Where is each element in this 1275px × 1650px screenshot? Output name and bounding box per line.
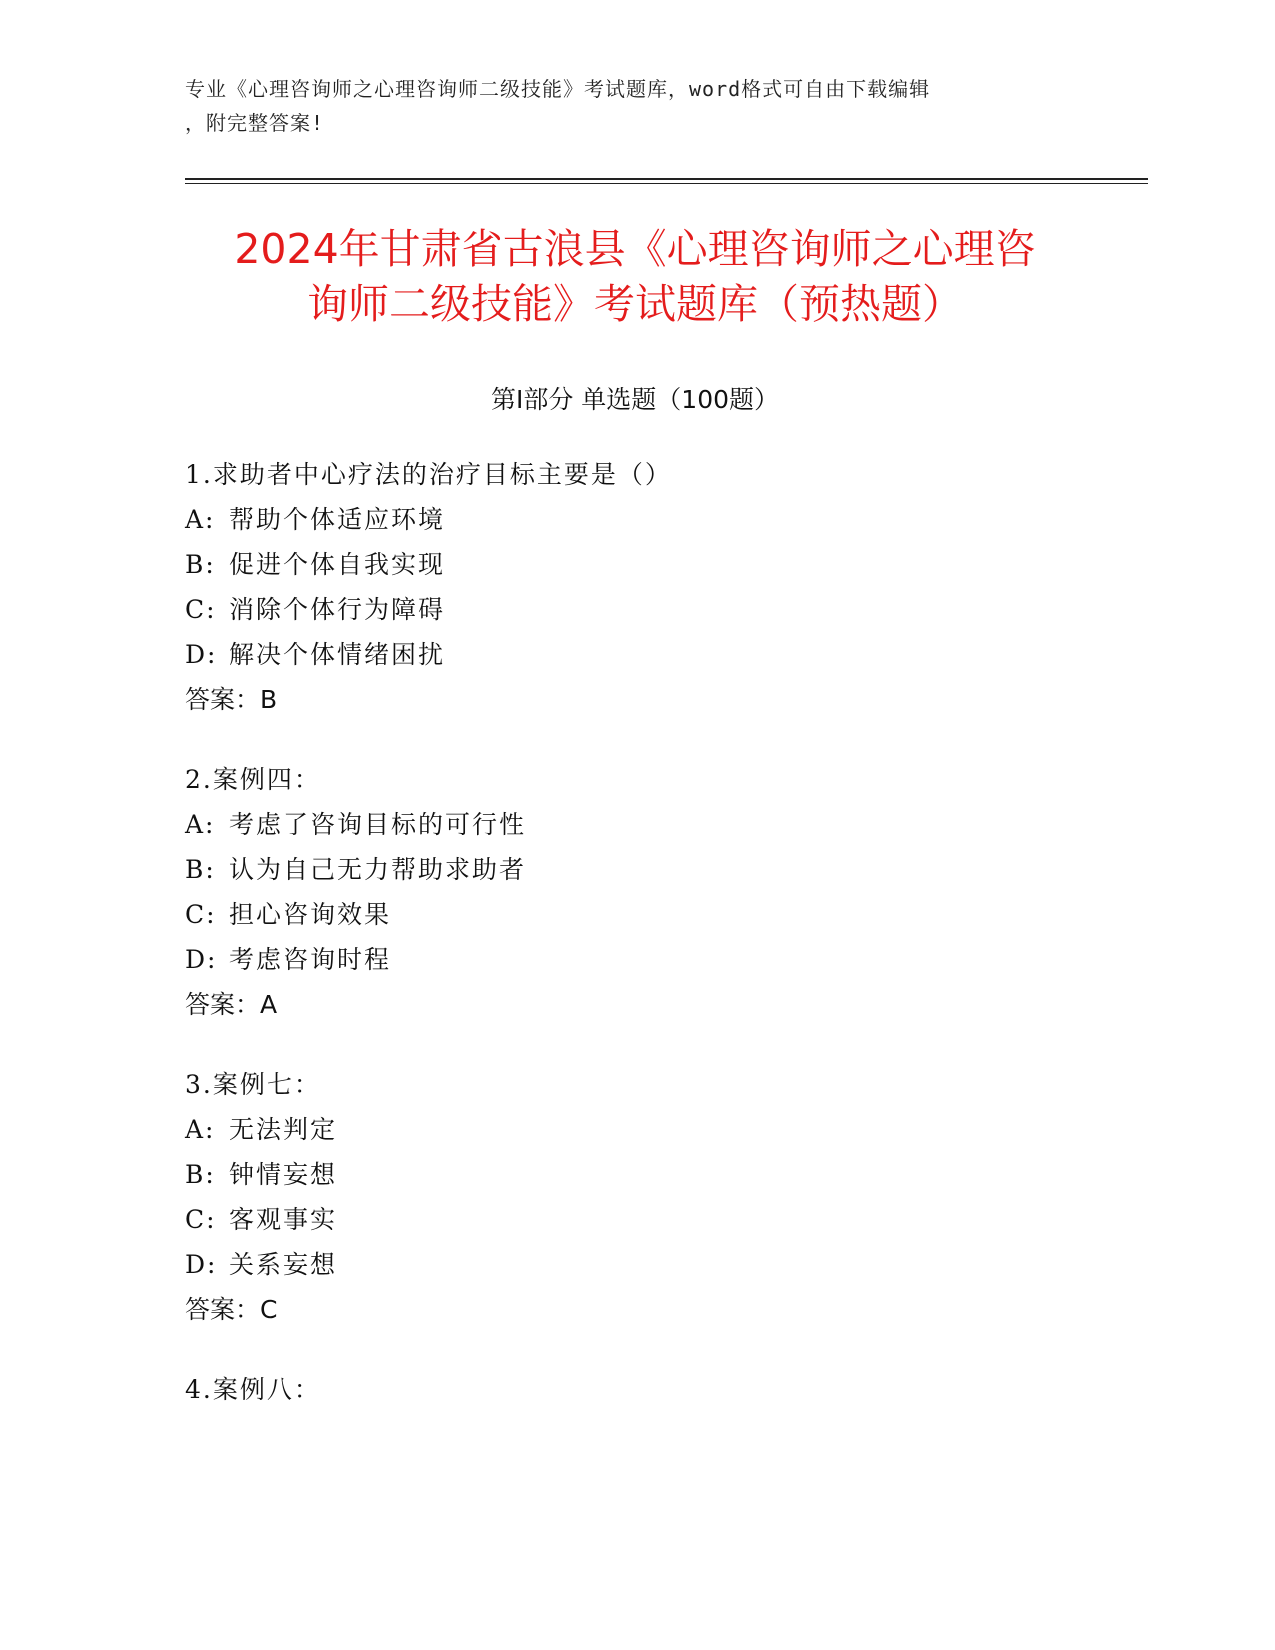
header-divider-thin	[185, 183, 1148, 184]
option-text: 无法判定	[229, 1115, 338, 1144]
option-c	[185, 898, 1085, 943]
answer-line: 答案：A	[185, 990, 278, 1019]
option-b	[185, 1158, 1085, 1203]
question-stem: 4.案例八：	[185, 1375, 321, 1404]
option-key: D:	[185, 1250, 218, 1279]
option-a	[185, 503, 1085, 548]
option-c	[185, 1203, 1085, 1248]
option-key: C:	[185, 1205, 217, 1234]
question-2	[185, 763, 1085, 1033]
option-key: A:	[185, 1115, 216, 1144]
document-title-line-2: 询师二级技能》考试题库（预热题）	[307, 280, 963, 328]
question-1	[185, 458, 1085, 728]
option-text: 担心咨询效果	[229, 900, 392, 929]
option-text: 促进个体自我实现	[229, 550, 446, 579]
header-divider-thick	[185, 178, 1148, 180]
option-text: 客观事实	[229, 1205, 338, 1234]
document-title-line-1: 2024年甘肃省古浪县《心理咨询师之心理咨	[234, 225, 1036, 273]
option-key: B:	[185, 1160, 216, 1189]
question-stem: 2.案例四：	[185, 765, 321, 794]
option-text: 解决个体情绪困扰	[229, 640, 446, 669]
option-key: C:	[185, 900, 217, 929]
header-note-line-1: 专业《心理咨询师之心理咨询师二级技能》考试题库，word格式可自由下载编辑	[185, 77, 931, 101]
option-key: A:	[185, 505, 216, 534]
option-key: A:	[185, 810, 216, 839]
option-text: 消除个体行为障碍	[229, 595, 446, 624]
option-a	[185, 808, 1085, 853]
answer-line: 答案：B	[185, 685, 278, 714]
option-text: 帮助个体适应环境	[229, 505, 446, 534]
option-text: 考虑了咨询目标的可行性	[229, 810, 527, 839]
question-stem: 3.案例七：	[185, 1070, 321, 1099]
document-title	[185, 222, 1085, 332]
question-4	[185, 1373, 1085, 1418]
option-key: D:	[185, 640, 218, 669]
option-b	[185, 853, 1085, 898]
option-a	[185, 1113, 1085, 1158]
option-b	[185, 548, 1085, 593]
option-text: 关系妄想	[229, 1250, 338, 1279]
option-key: B:	[185, 855, 216, 884]
header-note	[185, 72, 1065, 140]
option-d	[185, 638, 1085, 683]
option-c	[185, 593, 1085, 638]
option-text: 认为自己无力帮助求助者	[229, 855, 527, 884]
option-key: C:	[185, 595, 217, 624]
option-d	[185, 943, 1085, 988]
answer-line: 答案：C	[185, 1295, 278, 1324]
question-3	[185, 1068, 1085, 1338]
option-d	[185, 1248, 1085, 1293]
option-key: D:	[185, 945, 218, 974]
option-key: B:	[185, 550, 216, 579]
header-note-line-2: ，附完整答案!	[185, 111, 325, 135]
section-heading: 第Ⅰ部分 单选题（100题）	[490, 385, 780, 414]
option-text: 钟情妄想	[229, 1160, 338, 1189]
option-text: 考虑咨询时程	[229, 945, 392, 974]
question-stem: 1.求助者中心疗法的治疗目标主要是（）	[185, 460, 672, 489]
